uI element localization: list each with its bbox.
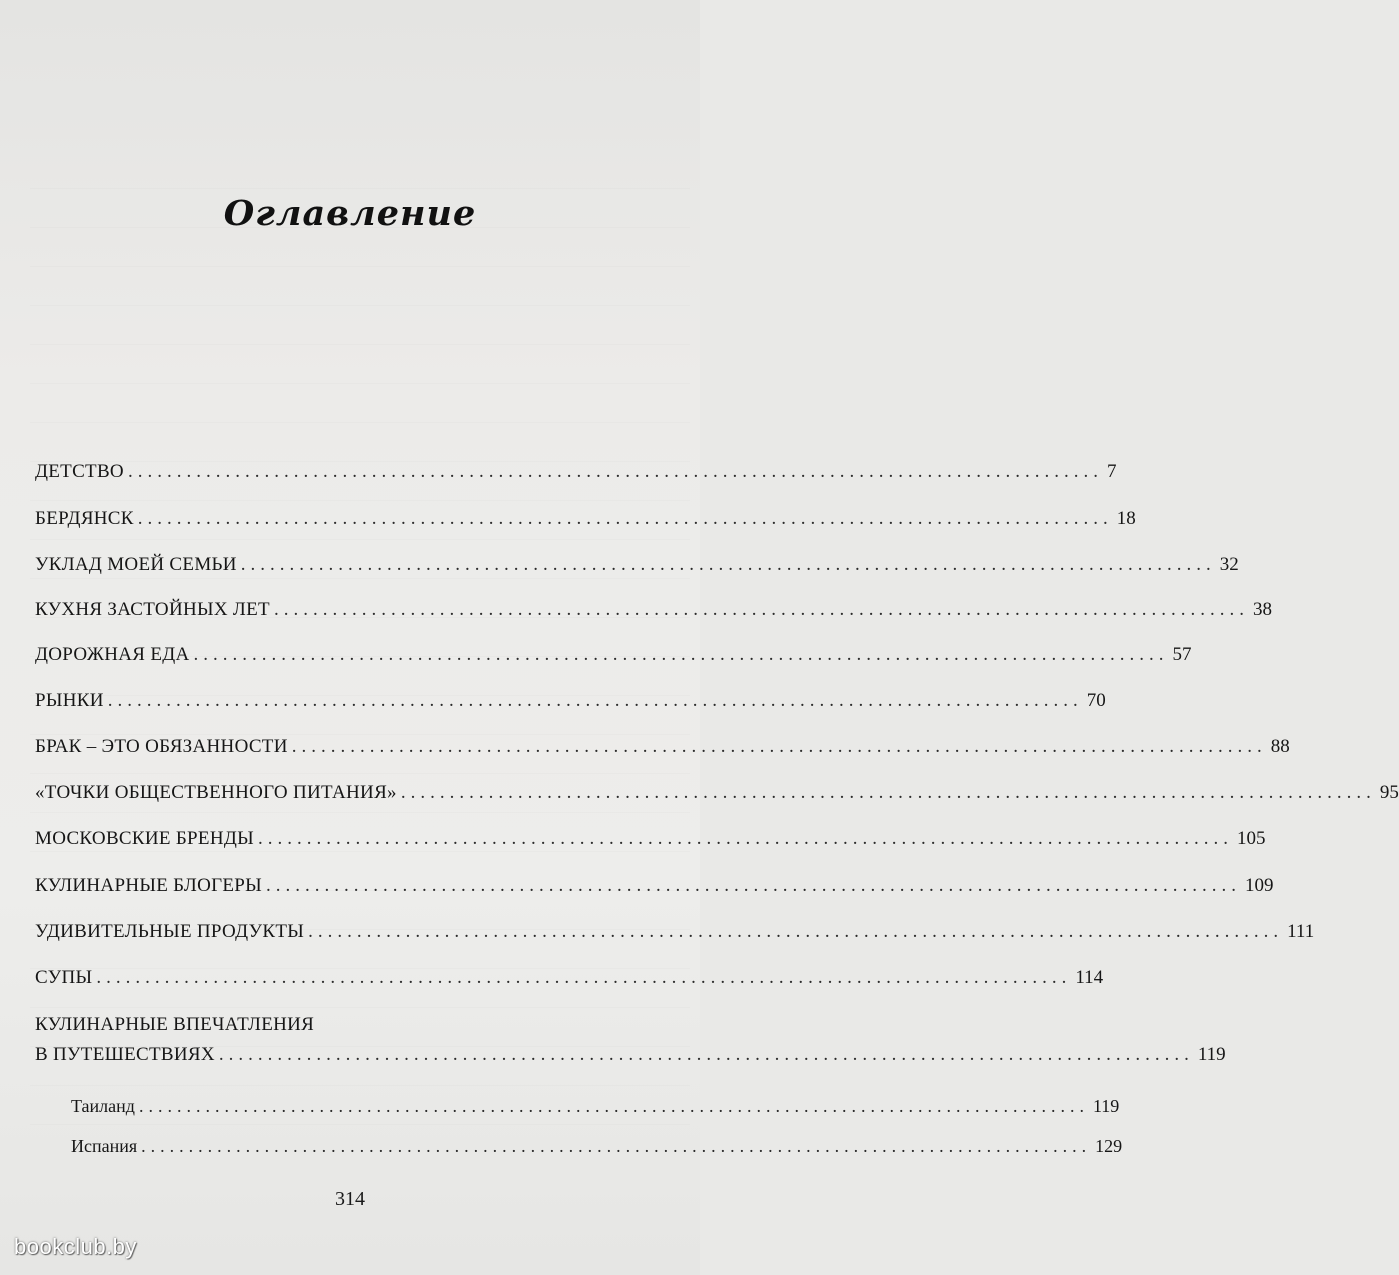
toc-entry	[35, 781, 1399, 805]
leader-dots: ....................................................................................................	[141, 1136, 1092, 1156]
toc-entry-page: 88	[1270, 736, 1290, 757]
toc-entry-label: БЕРДЯНСК	[35, 508, 134, 529]
toc-entry-page: 70	[1086, 690, 1106, 711]
leader-dots: ....................................................................................................	[127, 461, 1103, 482]
toc-subentry	[71, 1094, 1120, 1118]
toc-entry-page: 32	[1219, 554, 1239, 575]
toc-entry-label: СУПЫ	[35, 967, 93, 988]
toc-entry-page: 18	[1116, 508, 1136, 529]
toc-entry-label: КУХНЯ ЗАСТОЙНЫХ ЛЕТ	[35, 599, 270, 620]
leader-dots: ....................................................................................................	[308, 921, 1284, 942]
toc-entry	[35, 874, 1274, 898]
toc-entry-page: 7	[1106, 461, 1117, 482]
leader-dots: ....................................................................................................	[257, 828, 1233, 849]
toc-entry-page: 109	[1245, 875, 1274, 896]
toc-entry-label: УДИВИТЕЛЬНЫЕ ПРОДУКТЫ	[35, 921, 305, 942]
toc-entry-label: ДЕТСТВО	[35, 461, 124, 482]
toc-entry	[35, 598, 1272, 622]
leader-dots: ....................................................................................................	[291, 736, 1267, 757]
leader-dots: ....................................................................................................	[138, 1096, 1089, 1116]
toc-subentry-label: Испания	[71, 1136, 138, 1156]
leader-dots: ....................................................................................................	[218, 1044, 1194, 1065]
toc-entry	[35, 735, 1290, 759]
toc-entry	[35, 460, 1117, 484]
toc-entry-label: КУЛИНАРНЫЕ БЛОГЕРЫ	[35, 875, 263, 896]
toc-entry-page: 114	[1075, 967, 1104, 988]
toc-entry-page: 105	[1236, 828, 1266, 849]
toc-subentry-page: 129	[1095, 1136, 1123, 1156]
toc-subentry-label: Таиланд	[71, 1096, 135, 1116]
leader-dots: ....................................................................................................	[400, 782, 1376, 803]
leader-dots: ....................................................................................................	[107, 690, 1083, 711]
leader-dots: ....................................................................................................	[266, 875, 1242, 896]
toc-entry	[35, 920, 1315, 944]
toc-entry	[35, 507, 1136, 531]
toc-subentry-page: 119	[1092, 1096, 1120, 1116]
toc-entry-page: 38	[1252, 599, 1272, 620]
toc-entry-page: 57	[1172, 644, 1192, 665]
toc-entry	[35, 643, 1192, 667]
toc-entry	[35, 553, 1239, 577]
page-number: 314	[335, 1188, 365, 1210]
toc-entry-label: БРАК – ЭТО ОБЯЗАННОСТИ	[35, 736, 288, 757]
toc-entry-label: УКЛАД МОЕЙ СЕМЬИ	[35, 554, 237, 575]
toc-entry-page: 95	[1379, 782, 1399, 803]
toc-entry	[35, 1043, 1226, 1067]
toc-entry-label: МОСКОВСКИЕ БРЕНДЫ	[35, 828, 254, 849]
toc-entry-page: 111	[1287, 921, 1315, 942]
toc-entry-label-line1: КУЛИНАРНЫЕ ВПЕЧАТЛЕНИЯ	[35, 1014, 315, 1035]
toc-entry-label: «ТОЧКИ ОБЩЕСТВЕННОГО ПИТАНИЯ»	[35, 782, 397, 803]
toc-entry	[35, 689, 1106, 713]
leader-dots: ....................................................................................................	[193, 644, 1169, 665]
toc-entry	[35, 966, 1104, 990]
toc-entry-page: 119	[1197, 1044, 1226, 1065]
leader-dots: ....................................................................................................	[137, 508, 1113, 529]
site-watermark: bookclub.by	[14, 1234, 137, 1259]
toc-subentry	[71, 1134, 1123, 1158]
toc-entry-label-line2: В ПУТЕШЕСТВИЯХ	[35, 1044, 215, 1065]
leader-dots: ....................................................................................................	[96, 967, 1072, 988]
page-title: Оглавление	[223, 193, 477, 234]
toc-entry	[35, 827, 1266, 851]
leader-dots: ....................................................................................................	[273, 599, 1249, 620]
toc-entry-label: ДОРОЖНАЯ ЕДА	[35, 644, 190, 665]
leader-dots: ....................................................................................................	[240, 554, 1216, 575]
toc-entry-label: РЫНКИ	[35, 690, 104, 711]
